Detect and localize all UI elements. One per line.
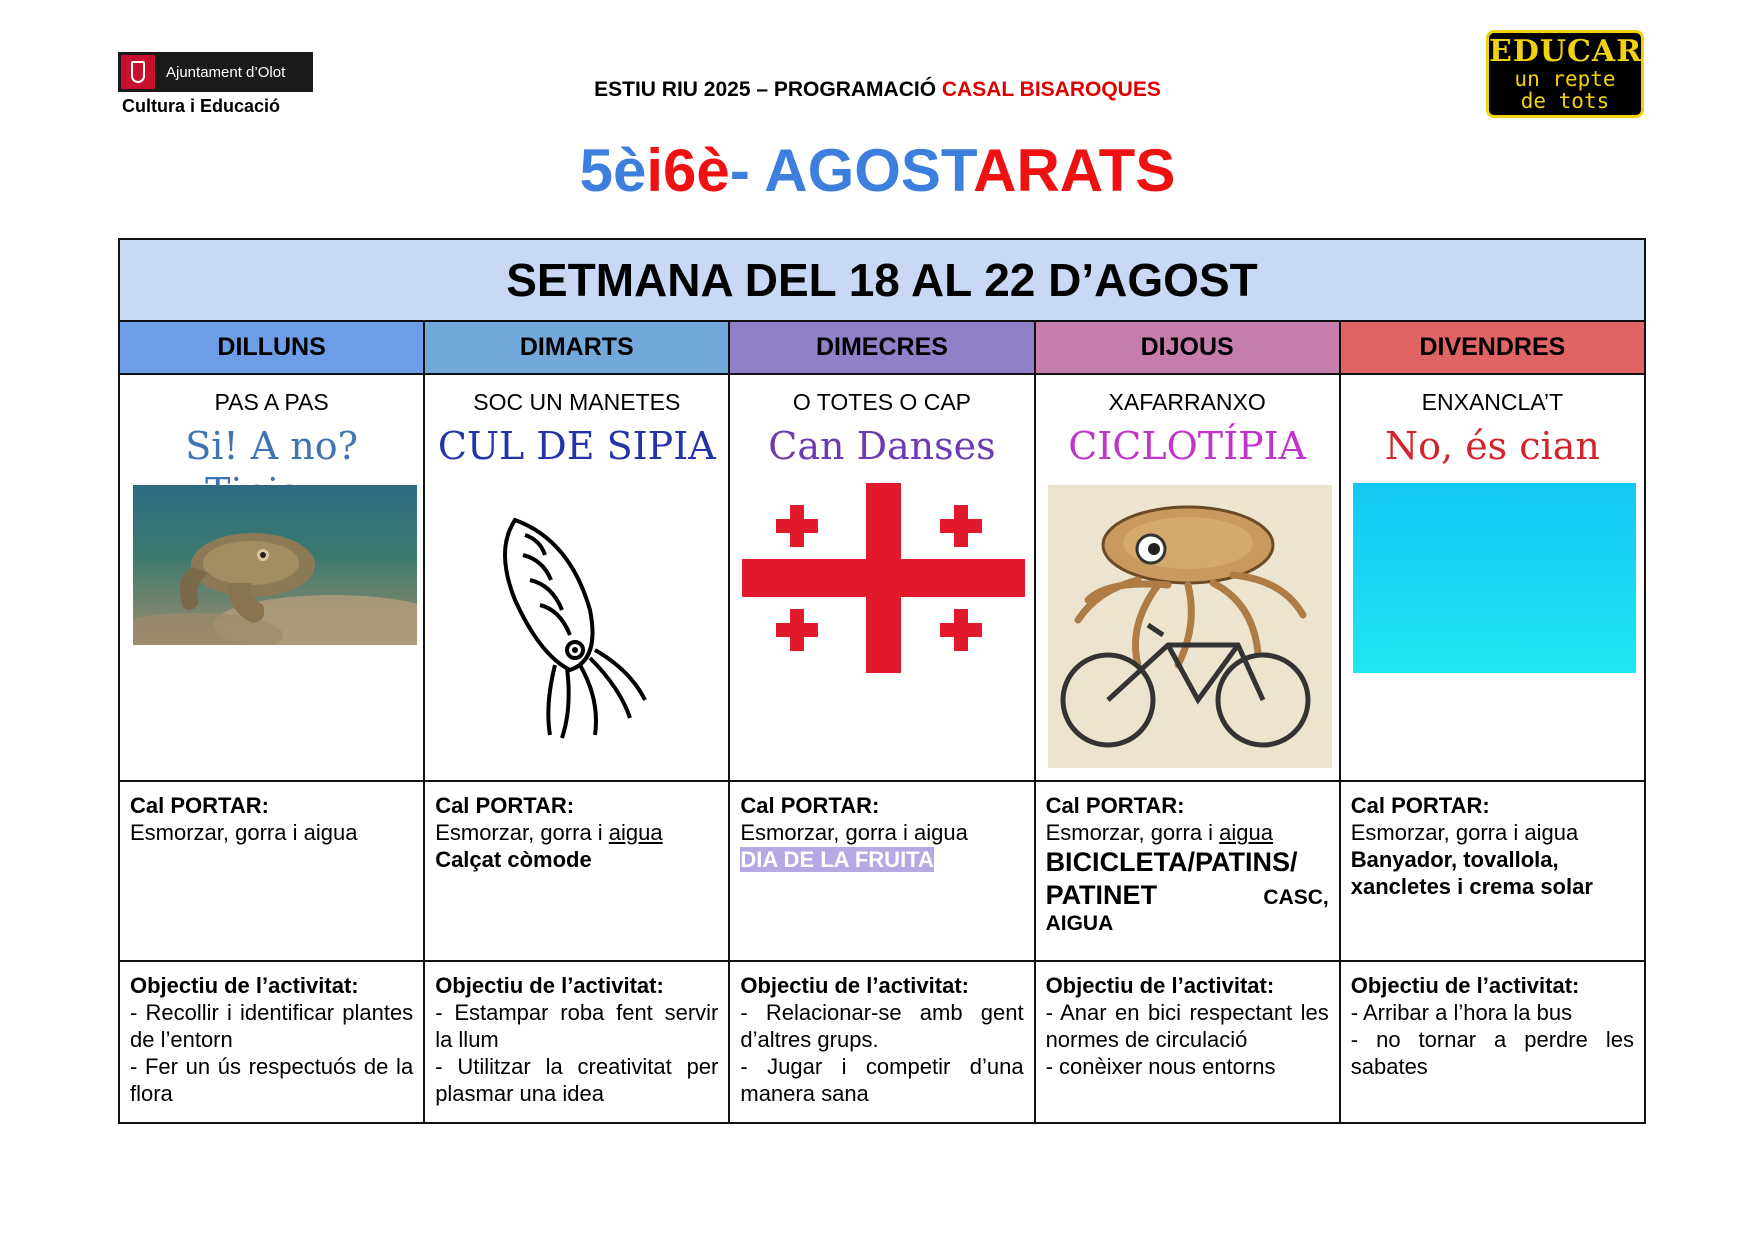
activity-subtitle: SOC UN MANETES [473, 389, 681, 415]
title-part3: - AGOST [729, 137, 974, 204]
objective-label: Objectiu de l’activitat: [740, 973, 969, 998]
title-part4: ARATS [973, 137, 1176, 204]
objective-label: Objectiu de l’activitat: [435, 973, 664, 998]
bring-label: Cal PORTAR: [130, 793, 269, 818]
bring-label: Cal PORTAR: [1045, 793, 1185, 818]
bring-highlight: DIA DE LA FRUITA [740, 847, 934, 872]
org-name: Ajuntament d’Olot [166, 63, 286, 81]
bring-text-plain: Esmorzar, gorra i [1045, 820, 1220, 845]
week-row [119, 239, 1645, 321]
title-part1: 5è [579, 137, 647, 204]
objective-label: Objectiu de l’activitat: [130, 973, 359, 998]
org-subtitle: Cultura i Educació [122, 96, 281, 116]
activity-cell-tuesday [424, 374, 729, 781]
bring-text: Esmorzar, gorra i aigua [740, 820, 968, 845]
objective-cell-thursday [1035, 961, 1340, 1123]
bring-cell-friday [1340, 781, 1645, 961]
bring-text-underlined: aigua [1219, 820, 1274, 845]
activity-cell-monday [119, 374, 424, 781]
activity-name: Si! A no? [185, 424, 358, 468]
objective-line: - Anar en bici respectant les normes de circulació [1045, 1000, 1329, 1052]
week-title: SETMANA DEL 18 AL 22 D’AGOST [119, 239, 1645, 321]
cuttlefish-photo-image [133, 485, 417, 645]
bring-cell-wednesday [729, 781, 1034, 961]
program-heading [0, 78, 1755, 102]
objective-line: - Jugar i competir d’una manera sana [740, 1054, 1024, 1106]
activity-cell-wednesday [729, 374, 1034, 781]
activity-cell-friday [1340, 374, 1645, 781]
objective-cell-monday [119, 961, 424, 1123]
program-highlight: CASAL BISAROQUES [941, 78, 1161, 101]
activity-name: Can Danses [768, 424, 996, 468]
objective-line: - Utilitzar la creativitat per plasmar una idea [435, 1054, 719, 1106]
cyan-swatch-image [1353, 483, 1636, 673]
bring-cell-tuesday [424, 781, 729, 961]
day-header-monday: DILLUNS [119, 321, 424, 374]
activity-name: No, és cian [1384, 424, 1600, 468]
bring-label: Cal PORTAR: [1350, 793, 1490, 818]
day-header-wednesday: DIMECRES [729, 321, 1034, 374]
bring-highlight-wrap [740, 846, 1023, 873]
objective-label: Objectiu de l’activitat: [1045, 973, 1275, 998]
activity-cell-thursday [1035, 374, 1340, 781]
days-row [119, 321, 1645, 374]
activity-name: CUL DE SIPIA [437, 424, 716, 468]
day-header-thursday: DIJOUS [1035, 321, 1340, 374]
day-header-tuesday: DIMARTS [424, 321, 729, 374]
activity-subtitle: O TOTES O CAP [792, 389, 972, 415]
objective-label: Objectiu de l’activitat: [1350, 973, 1580, 998]
georgia-flag-image [742, 483, 1025, 673]
educar-logo-line1: EDUCAR [1489, 34, 1643, 69]
objective-cell-friday [1340, 961, 1645, 1123]
cuttlefish-bicycle-image [1048, 485, 1332, 768]
objective-cell-wednesday [729, 961, 1034, 1123]
activity-subtitle: ENXANCLA’T [1421, 389, 1564, 415]
objective-line: - Arribar a l’hora la bus [1350, 1000, 1573, 1025]
objective-line: - Fer un ús respectuós de la flora [130, 1054, 414, 1106]
educar-logo [1486, 30, 1644, 118]
educar-logo-line2: un repte [1514, 67, 1616, 91]
title-part2: i6è [646, 137, 730, 204]
activity-subtitle: XAFARRANXO [1108, 389, 1266, 415]
bring-text: Esmorzar, gorra i aigua [130, 820, 358, 845]
day-header-friday: DIVENDRES [1340, 321, 1645, 374]
bring-extra: Calçat còmode [435, 847, 592, 872]
bring-text-underlined: aigua [608, 820, 663, 845]
objective-row [119, 961, 1645, 1123]
bring-text [435, 819, 718, 846]
bring-big-2: PATINET [1045, 880, 1158, 910]
cuttlefish-drawing-image [475, 500, 655, 750]
bring-text-plain: Esmorzar, gorra i [435, 820, 609, 845]
activities-row [119, 374, 1645, 781]
activity-name: CICLOTÍPIA [1068, 424, 1307, 468]
page-title [0, 136, 1755, 206]
bring-label: Cal PORTAR: [740, 793, 880, 818]
objective-line: - no tornar a perdre les sabates [1350, 1027, 1634, 1079]
objective-line: - Estampar roba fent servir la llum [435, 1000, 719, 1052]
objective-line: - Recollir i identificar plantes de l’entorn [130, 1000, 414, 1052]
educar-logo-line3: de tots [1520, 89, 1610, 113]
bring-row [119, 781, 1645, 961]
bring-cell-monday [119, 781, 424, 961]
objective-cell-tuesday [424, 961, 729, 1123]
weekly-schedule-table [118, 238, 1646, 1124]
bring-label: Cal PORTAR: [435, 793, 575, 818]
bring-extra: Banyador, tovallola, xancletes i crema solar [1350, 847, 1593, 899]
bring-casc: CASC, [1263, 886, 1329, 909]
bring-text: Esmorzar, gorra i aigua [1350, 820, 1579, 845]
bring-big-line [1046, 879, 1329, 912]
bring-text [1046, 819, 1329, 846]
program-prefix: ESTIU RIU 2025 – PROGRAMACIÓ [594, 78, 942, 101]
bring-cell-thursday [1035, 781, 1340, 961]
bring-big-1: BICICLETA/PATINS/ [1045, 847, 1298, 877]
activity-subtitle: PAS A PAS [214, 389, 329, 415]
objective-line: - Relacionar-se amb gent d’altres grups. [740, 1000, 1024, 1052]
objective-line: - conèixer nous entorns [1045, 1054, 1276, 1079]
bring-aigua: AIGUA [1045, 912, 1114, 935]
